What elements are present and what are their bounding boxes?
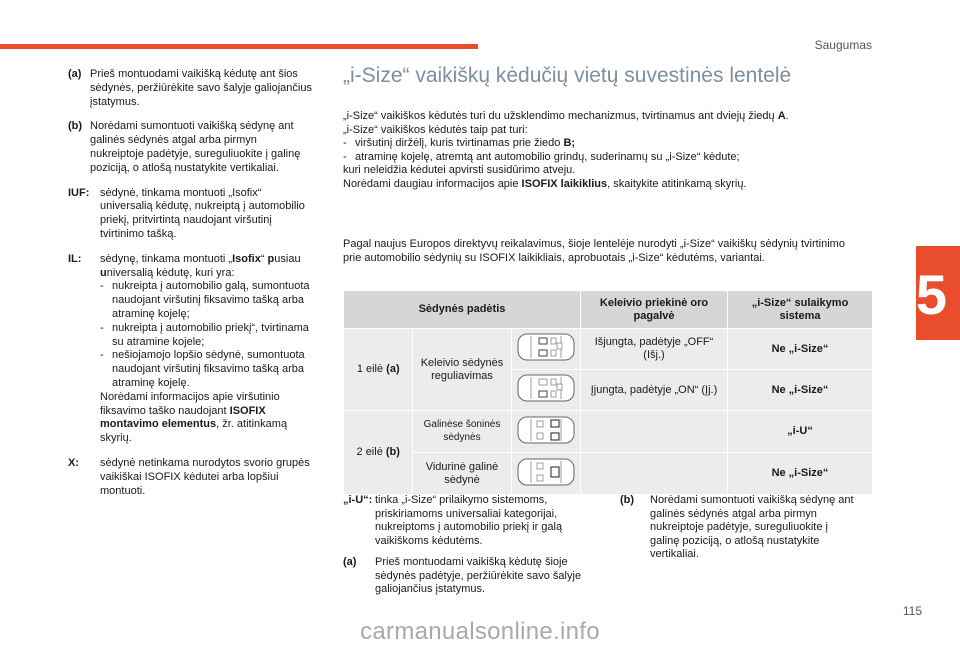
- list-item: - nukreipta į automobilio galą, sumontuota naudojant viršutinį fiksavimo tašką arba atraminę kojelę;: [100, 280, 312, 321]
- car-rear-center-seat-icon: [517, 457, 575, 487]
- list-item-text: nukreipta į automobilio priekį“, tvirtinama su atramine kojele;: [112, 321, 309, 348]
- term-label: (b): [68, 120, 83, 133]
- list-item-text: nukreipta į automobilio galą, sumontuota naudojant viršutinį fiksavimo tašką arba atraminę kojelę;: [112, 280, 310, 320]
- list-item-text: nešiojamojo lopšio sėdynė, sumontuota naudojant viršutinį fiksavimo tašką arba atraminę kojelę.: [112, 349, 305, 389]
- text-run: Norėdami daugiau informacijos apie: [343, 177, 522, 190]
- definition-x: [68, 457, 312, 498]
- definition-text: Norėdami sumontuoti vaikišką sėdynę ant galinės sėdynės atgal arba pirmyn nukreiptoje padėtyje, sureguliuokite į galinę poziciją, o atlošą nustatykite vertikaliai.: [650, 494, 854, 560]
- header-accent-bar: [0, 44, 478, 49]
- text-run: sėdynę, tinkama montuoti „: [100, 252, 233, 265]
- bottom-notes-left: [343, 494, 601, 605]
- definition-text: sėdynė, tinkama montuoti „Isofix“ universalią kėdutę, nukreiptą į automobilio priekį, pritvirtintą naudojant viršutinį tvirtinimo tašką.: [100, 186, 305, 240]
- definition-il: [68, 253, 312, 446]
- text-run-bold: (a): [386, 363, 400, 375]
- header-airbag: Keleivio priekinė oro pagalvė: [581, 291, 728, 329]
- intro-paragraph: [343, 110, 863, 191]
- text-run: usiau: [274, 252, 301, 265]
- term-label: „i-U“:: [343, 494, 373, 506]
- airbag-cell-empty: [581, 453, 728, 495]
- term-label: (b): [620, 494, 635, 506]
- car-diagram-cell: [511, 370, 580, 411]
- text-run-bold: ISOFIX laikiklius: [521, 177, 608, 190]
- seat-name: Galinėse šoninės sėdynės: [413, 411, 511, 453]
- definition-text: Norėdami sumontuoti vaikišką sėdynę ant galinės sėdynės atgal arba pirmyn nukreiptoje padėtyje, sureguliuokite į galinę poziciją, o atlošą nustatykite vertikaliai.: [90, 120, 301, 174]
- text-run-bold: (b): [385, 446, 400, 458]
- il-outro: [100, 391, 312, 446]
- system-cell: Ne „i-Size“: [728, 329, 873, 370]
- text-run: „i-Size“ vaikiškos kėdutės turi du užsklendimo mechanizmus, tvirtinamus ant dviejų žiedų: [343, 110, 778, 122]
- text-run-bold: A: [777, 110, 786, 122]
- text-run: , skaitykite atitinkamą skyrių.: [607, 177, 747, 190]
- term-label: IUF:: [68, 186, 90, 199]
- page-title: „i-Size“ vaikiškų kėdučių vietų suvestinės lentelė: [343, 64, 792, 87]
- definition-b: [68, 120, 312, 175]
- definition-a: [68, 68, 312, 109]
- text-run: 2 eilė: [356, 446, 386, 458]
- text-run: 1 eilė: [356, 363, 387, 375]
- il-intro: [100, 253, 312, 281]
- text-run-bold: B;: [563, 137, 576, 149]
- definition-text: tinka „i-Size“ prilaikymo sistemoms, priskiriamoms universaliai kategorijai, nukreiptoms į automobilio priekį ir galą vaikiškoms kėdutėms.: [375, 494, 563, 547]
- term-label: (a): [343, 556, 357, 568]
- section-title: Saugumas: [814, 38, 872, 52]
- list-item: - nukreipta į automobilio priekį“, tvirtinama su atramine kojele;: [100, 322, 312, 350]
- system-cell: Ne „i-Size“: [728, 453, 873, 495]
- list-item: - atraminę kojelę, atremtą ant automobilio grindų, suderinamų su „i-Size“ kėdute;: [343, 150, 740, 163]
- definition-a: [343, 556, 601, 597]
- car-diagram-cell: [511, 329, 580, 370]
- table-row: [344, 329, 873, 370]
- chapter-number: 5: [915, 263, 947, 326]
- intro-line: [343, 110, 863, 124]
- header-seat-position: Sėdynės padėtis: [344, 291, 581, 329]
- text-run: .: [785, 110, 789, 122]
- table-row: [344, 411, 873, 453]
- text-run: Norėdami informacijos apie viršutinio fiksavimo taško naudojant: [100, 390, 280, 417]
- airbag-cell-empty: [581, 411, 728, 453]
- text-run: , žr. atitinkamą skyrių.: [100, 418, 288, 445]
- definition-iu: [343, 494, 601, 548]
- text-run: viršutinį diržėlį, kuris tvirtinamas prie žiedo: [355, 137, 564, 149]
- definition-text: Prieš montuodami vaikišką kėdutę šioje sėdynės padėtyje, peržiūrėkite savo šalyje galiojančius įstatymus.: [375, 556, 582, 595]
- list-item: - viršutinį diržėlį, kuris tvirtinamas prie žiedo B;: [343, 137, 576, 149]
- definition-text: Prieš montuodami vaikišką kėdutę ant šios sėdynės, peržiūrėkite savo šalyje galiojančius įstatymus.: [90, 68, 312, 108]
- system-cell: „i-U“: [728, 411, 873, 453]
- airbag-on-cell: Įjungta, padėtyje „ON“ (Įj.): [581, 370, 728, 411]
- definition-body: [100, 253, 312, 446]
- left-column: [68, 68, 312, 509]
- bottom-notes-right: [620, 494, 860, 570]
- definition-text: sėdynė netinkama nurodytos svorio grupės vaikiškai ISOFIX kėdutei arba lopšiui montuoti.: [100, 456, 310, 497]
- term-label: (a): [68, 68, 82, 80]
- seat-name: Vidurinė galinė sėdynė: [413, 453, 511, 495]
- text-run: niversalią kėdutę, kuri yra:: [106, 266, 235, 279]
- list-item: - nešiojamojo lopšio sėdynė, sumontuota naudojant viršutinį fiksavimo tašką arba atraminę kojelę.: [100, 349, 312, 390]
- directive-paragraph: Pagal naujus Europos direktyvų reikalavimus, šioje lentelėje nurodyti „i-Size“ vaikiškų sėdynių tvirtinimo prie automobilio sėdynių su ISOFIX laikikliais, aprobuotais „i-Size“ kėdutėms, variantai.: [343, 238, 845, 264]
- row-label: [344, 411, 413, 495]
- isize-summary-table: [343, 290, 873, 495]
- table-row: [344, 453, 873, 495]
- watermark-text: carmanualsonline.info: [360, 618, 600, 645]
- list-item-text: atraminę kojelę, atremtą ant automobilio grindų, suderinamų su „i-Size“ kėdute;: [355, 150, 740, 163]
- intro-line: [343, 178, 863, 192]
- text-run-bold: ISOFIX montavimo elementus: [100, 404, 266, 431]
- row-label: [344, 329, 413, 411]
- definition-b: [620, 494, 860, 562]
- page-number: 115: [902, 604, 922, 618]
- term-label: X:: [68, 456, 79, 469]
- term-label: IL:: [68, 252, 82, 265]
- definition-iuf: [68, 187, 312, 242]
- airbag-off-cell: Išjungta, padėtyje „OFF“ (Išj.): [581, 329, 728, 370]
- text-run-bold: u: [100, 266, 107, 279]
- text-run-bold: p: [267, 252, 275, 265]
- car-rear-outer-seats-icon: [517, 415, 575, 445]
- text-run: “: [260, 252, 265, 265]
- header-isize-system: „i-Size“ sulaikymo sistema: [728, 291, 873, 329]
- intro-line: „i-Size“ vaikiškos kėdutės taip pat turi:: [343, 123, 528, 136]
- text-run-bold: Isofix: [232, 252, 261, 265]
- car-front-seat-on-icon: [517, 373, 575, 403]
- system-cell: Ne „i-Size“: [728, 370, 873, 411]
- intro-line: kuri neleidžia kėdutei apvirsti susidūrimo atveju.: [343, 164, 576, 176]
- car-diagram-cell: [511, 453, 580, 495]
- car-front-seat-off-icon: [517, 332, 575, 362]
- car-diagram-cell: [511, 411, 580, 453]
- seat-name: Keleivio sėdynės reguliavimas: [413, 329, 511, 411]
- table-header-row: [344, 291, 873, 329]
